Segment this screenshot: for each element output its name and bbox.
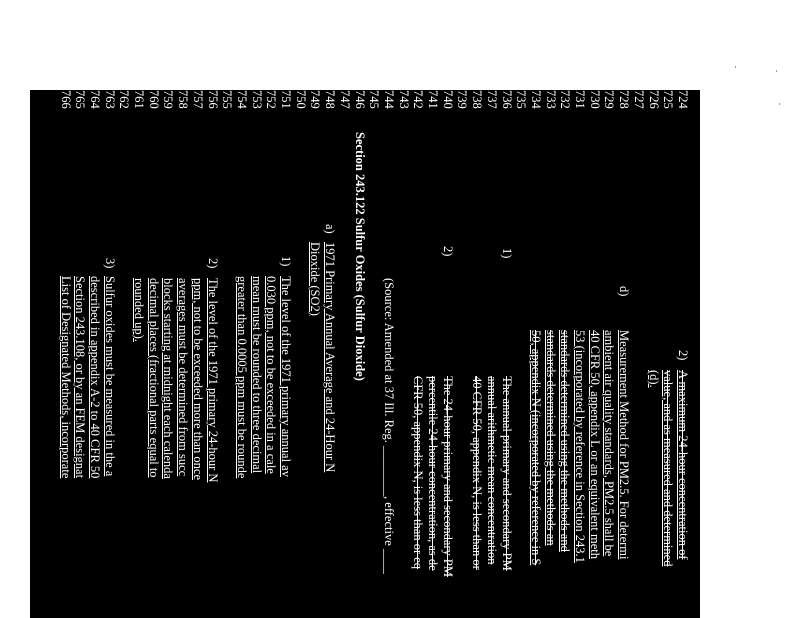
line-text: 40 CFR 50, appendix N, is less than or (470, 376, 485, 570)
line-text: (d). (646, 370, 661, 388)
document-line (558, 90, 572, 618)
document-line (73, 90, 87, 618)
document-line (279, 90, 293, 618)
document-line (676, 90, 690, 618)
line-number: 763 (102, 90, 117, 109)
document-line (661, 90, 675, 618)
line-number: 758 (176, 90, 191, 109)
item-label: d) (617, 286, 632, 297)
line-text: A maximum 24-hour concentration of (676, 370, 690, 560)
document-line (220, 90, 234, 618)
line-text: The annual primary and secondary PM (499, 376, 514, 571)
document-line (514, 90, 528, 618)
line-text: ppm, not to be exceeded more than once (190, 278, 205, 481)
line-number: 726 (646, 90, 661, 109)
document-line (529, 90, 543, 618)
document-line (382, 90, 396, 618)
document-line (206, 90, 220, 618)
rotated-document-page (30, 90, 700, 618)
line-number: 732 (558, 90, 573, 109)
section-heading: Section 243.122 Sulfur Oxides (Sulfur Dioxide) (352, 132, 367, 381)
line-number: 751 (279, 90, 294, 109)
document-line (426, 90, 440, 618)
line-number: 733 (543, 90, 558, 109)
line-number: 739 (455, 90, 470, 109)
line-number: 755 (220, 90, 235, 109)
line-number: 764 (88, 90, 102, 109)
document-line (632, 90, 646, 618)
line-text: The 24-hour primary and secondary PM (440, 376, 455, 577)
line-text: standards determined using the methods an (543, 330, 558, 546)
document-line (588, 90, 602, 618)
line-text: described in appendix A-2 to 40 CFR 50 (88, 276, 102, 479)
document-line (59, 90, 73, 618)
document-line (338, 90, 352, 618)
line-text: standards determined using the methods and (558, 330, 573, 552)
line-number: 761 (132, 90, 147, 109)
document-line (470, 90, 484, 618)
line-number: 727 (631, 90, 646, 109)
line-text: Sulfur oxides must be measured in the a (102, 276, 117, 477)
line-number: 729 (602, 90, 617, 109)
line-number: 728 (617, 90, 632, 109)
line-number: 744 (382, 90, 396, 109)
line-number: 737 (484, 90, 499, 109)
line-text: percentile 24-hour concentration, as de (426, 376, 441, 571)
line-text: decimal places (fractional parts equal to (146, 278, 161, 478)
line-number: 746 (352, 90, 367, 109)
line-number: 743 (396, 90, 411, 109)
line-number: 740 (440, 90, 455, 109)
line-number: 735 (514, 90, 529, 109)
document-line (647, 90, 661, 618)
line-text: averages must be determined from succ (176, 278, 191, 477)
document-line (397, 90, 411, 618)
line-number: 757 (190, 90, 205, 109)
line-text: 50, appendix N (incorporated by reference in S (529, 330, 543, 566)
line-number: 730 (587, 90, 602, 109)
line-text: blocks starting at midnight each calenda (161, 278, 176, 479)
document-line (441, 90, 455, 618)
document-line (132, 90, 146, 618)
line-text: 0.030 ppm, not to be exceeded in a cale (264, 276, 279, 474)
line-number: 731 (573, 90, 588, 109)
line-number: 760 (146, 90, 161, 109)
line-text: 53 (incorporated by reference in Section 243.1 (573, 330, 588, 563)
line-number: 724 (676, 90, 690, 109)
line-text: Section 243.108, or by an FEM designat (73, 276, 88, 479)
document-line (103, 90, 117, 618)
document-line (235, 90, 249, 618)
item-label: 2) (676, 350, 690, 361)
document-line (456, 90, 470, 618)
document-line (353, 90, 367, 618)
line-number: 736 (499, 90, 514, 109)
item-label: a) (323, 224, 338, 234)
document-line (264, 90, 278, 618)
document-line (176, 90, 190, 618)
line-number: 747 (337, 90, 352, 109)
line-text: ambient air quality standards, PM2.5 shall be (602, 330, 617, 557)
scanned-page (30, 90, 700, 618)
document-line (250, 90, 264, 618)
line-number: 754 (235, 90, 249, 109)
line-number: 749 (308, 90, 323, 109)
document-line (162, 90, 176, 618)
line-text: greater than 0.0005 ppm must be rounde (235, 276, 249, 479)
line-text: 1971 Primary Annual Average and 24-Hour N (323, 242, 338, 473)
line-text: List of Designated Methods, incorporate (58, 276, 73, 479)
item-label: 2) (440, 246, 455, 257)
item-label: 1) (279, 256, 294, 267)
item-label: 1) (499, 248, 514, 259)
line-number: 748 (323, 90, 338, 109)
document-line (617, 90, 631, 618)
line-text: Dioxide (SO2) (308, 242, 323, 316)
line-text: The level of the 1971 primary annual av (279, 276, 294, 477)
document-line (191, 90, 205, 618)
document-line (485, 90, 499, 618)
line-text: CFR 50, appendix N, is less than or eq (411, 376, 426, 570)
document-line (117, 90, 131, 618)
line-number: 750 (293, 90, 308, 109)
line-text: value, and as measured and determined (661, 370, 676, 567)
line-number: 745 (367, 90, 382, 109)
line-text: annual arithmetic mean concentration (484, 376, 499, 565)
line-number: 766 (58, 90, 73, 109)
line-number: 765 (73, 90, 88, 109)
document-line (294, 90, 308, 618)
line-text: (Source: Amended at 37 Ill. Reg. ________, effective ____ (382, 278, 396, 574)
document-line (147, 90, 161, 618)
line-number: 725 (661, 90, 676, 109)
line-number: 742 (411, 90, 426, 109)
line-number: 762 (117, 90, 132, 109)
line-text: rounded up). (132, 278, 147, 342)
document-line (323, 90, 337, 618)
line-text: The level of the 1971 primary 24-hour N (205, 278, 220, 483)
line-number: 753 (249, 90, 264, 109)
document-line (544, 90, 558, 618)
line-number: 752 (264, 90, 279, 109)
line-number: 734 (529, 90, 543, 109)
line-text: Measurement Method for PM2.5. For determi (617, 330, 632, 560)
line-number: 759 (161, 90, 176, 109)
document-line (309, 90, 323, 618)
line-text: 40 CFR 50, appendix L or an equivalent meth (587, 330, 602, 560)
document-line (603, 90, 617, 618)
line-number: 741 (426, 90, 441, 109)
document-line (573, 90, 587, 618)
document-line (411, 90, 425, 618)
line-number: 738 (470, 90, 485, 109)
document-line (500, 90, 514, 618)
line-text: mean must be rounded to three decimal (249, 276, 264, 474)
item-label: 3) (102, 258, 117, 269)
line-number: 756 (205, 90, 220, 109)
item-label: 2) (205, 258, 220, 269)
document-line (367, 90, 381, 618)
document-line (88, 90, 102, 618)
